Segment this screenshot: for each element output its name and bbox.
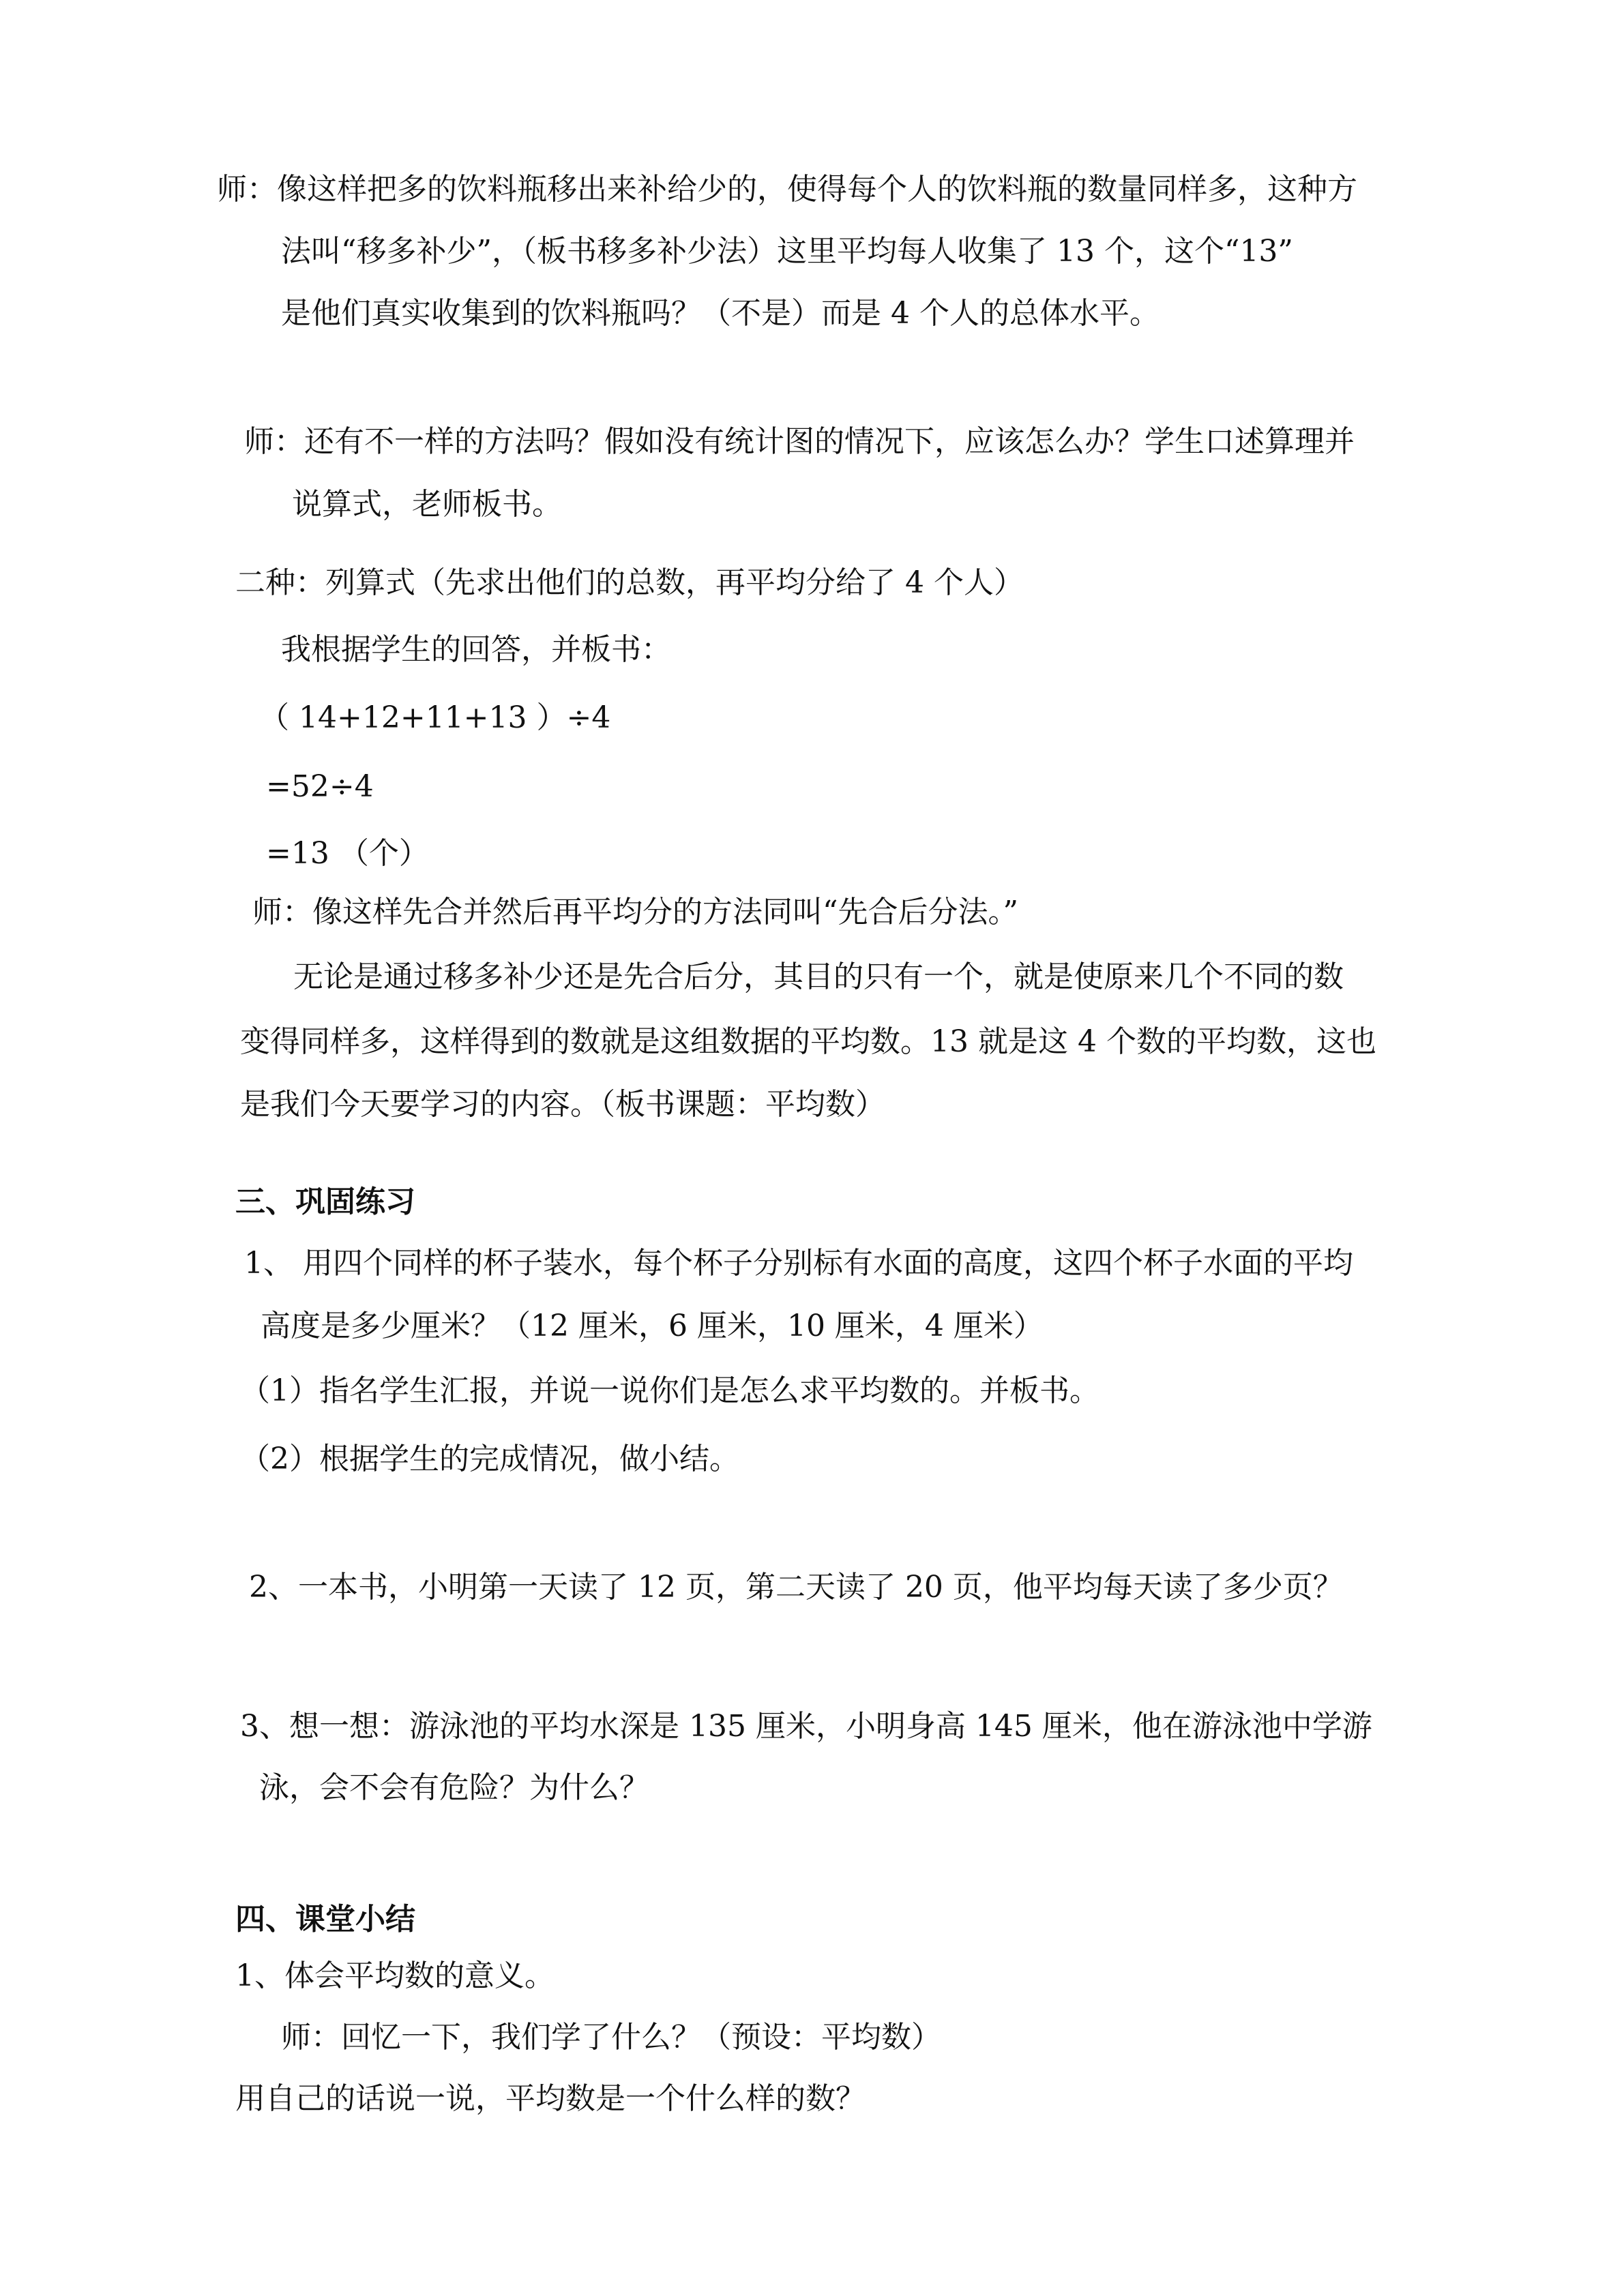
text-line: 师：像这样把多的饮料瓶移出来补给少的，使得每个人的饮料瓶的数量同样多，这种方 [217,172,1357,207]
text-line: （1）指名学生汇报，并说一说你们是怎么求平均数的。并板书。 [240,1373,1099,1408]
text-line: 泳，会不会有危险？为什么？ [259,1770,649,1805]
text-line: （2）根据学生的完成情况，做小结。 [240,1442,739,1476]
text-line: 我根据学生的回答，并板书： [281,632,671,667]
text-line: 用自己的话说一说，平均数是一个什么样的数？ [235,2081,866,2116]
text-line: 法叫“移多补少”，（板书移多补少法）这里平均每人收集了 13 个，这个“13” [281,234,1293,269]
text-line: 是我们今天要学习的内容。（板书课题：平均数） [240,1087,885,1122]
text-line: 师：还有不一样的方法吗？假如没有统计图的情况下，应该怎么办？学生口述算理并 [244,424,1355,459]
section-heading: 四、课堂小结 [235,1902,415,1937]
formula-line: =52÷4 [266,769,374,804]
text-line: 师：回忆一下，我们学了什么？（预设：平均数） [281,2020,941,2055]
section-heading: 三、巩固练习 [235,1184,415,1219]
text-line: 变得同样多，这样得到的数就是这组数据的平均数。13 就是这 4 个数的平均数，这也 [240,1024,1376,1059]
text-line: 高度是多少厘米？（12 厘米，6 厘米，10 厘米，4 厘米） [261,1309,1044,1343]
text-line: 无论是通过移多补少还是先合后分，其目的只有一个，就是使原来几个不同的数 [293,959,1344,994]
text-line: 1、体会平均数的意义。 [235,1958,555,1993]
text-line: 3、想一想：游泳池的平均水深是 135 厘米，小明身高 145 厘米，他在游泳池中学游 [240,1709,1372,1744]
formula-line: =13 （个） [266,836,429,871]
formula-line: （ 14+12+11+13 ）÷4 [259,700,611,735]
text-line: 说算式，老师板书。 [292,487,562,522]
text-line: 二种：列算式（先求出他们的总数，再平均分给了 4 个人） [235,565,1024,600]
text-line: 师：像这样先合并然后再平均分的方法同叫“先合后分法。” [252,895,1018,929]
text-line: 2、一本书，小明第一天读了 12 页，第二天读了 20 页，他平均每天读了多少页？ [249,1570,1343,1605]
text-line: 1、 用四个同样的杯子装水，每个杯子分别标有水面的高度，这四个杯子水面的平均 [244,1246,1353,1281]
text-line: 是他们真实收集到的饮料瓶吗？（不是）而是 4 个人的总体水平。 [281,296,1160,331]
